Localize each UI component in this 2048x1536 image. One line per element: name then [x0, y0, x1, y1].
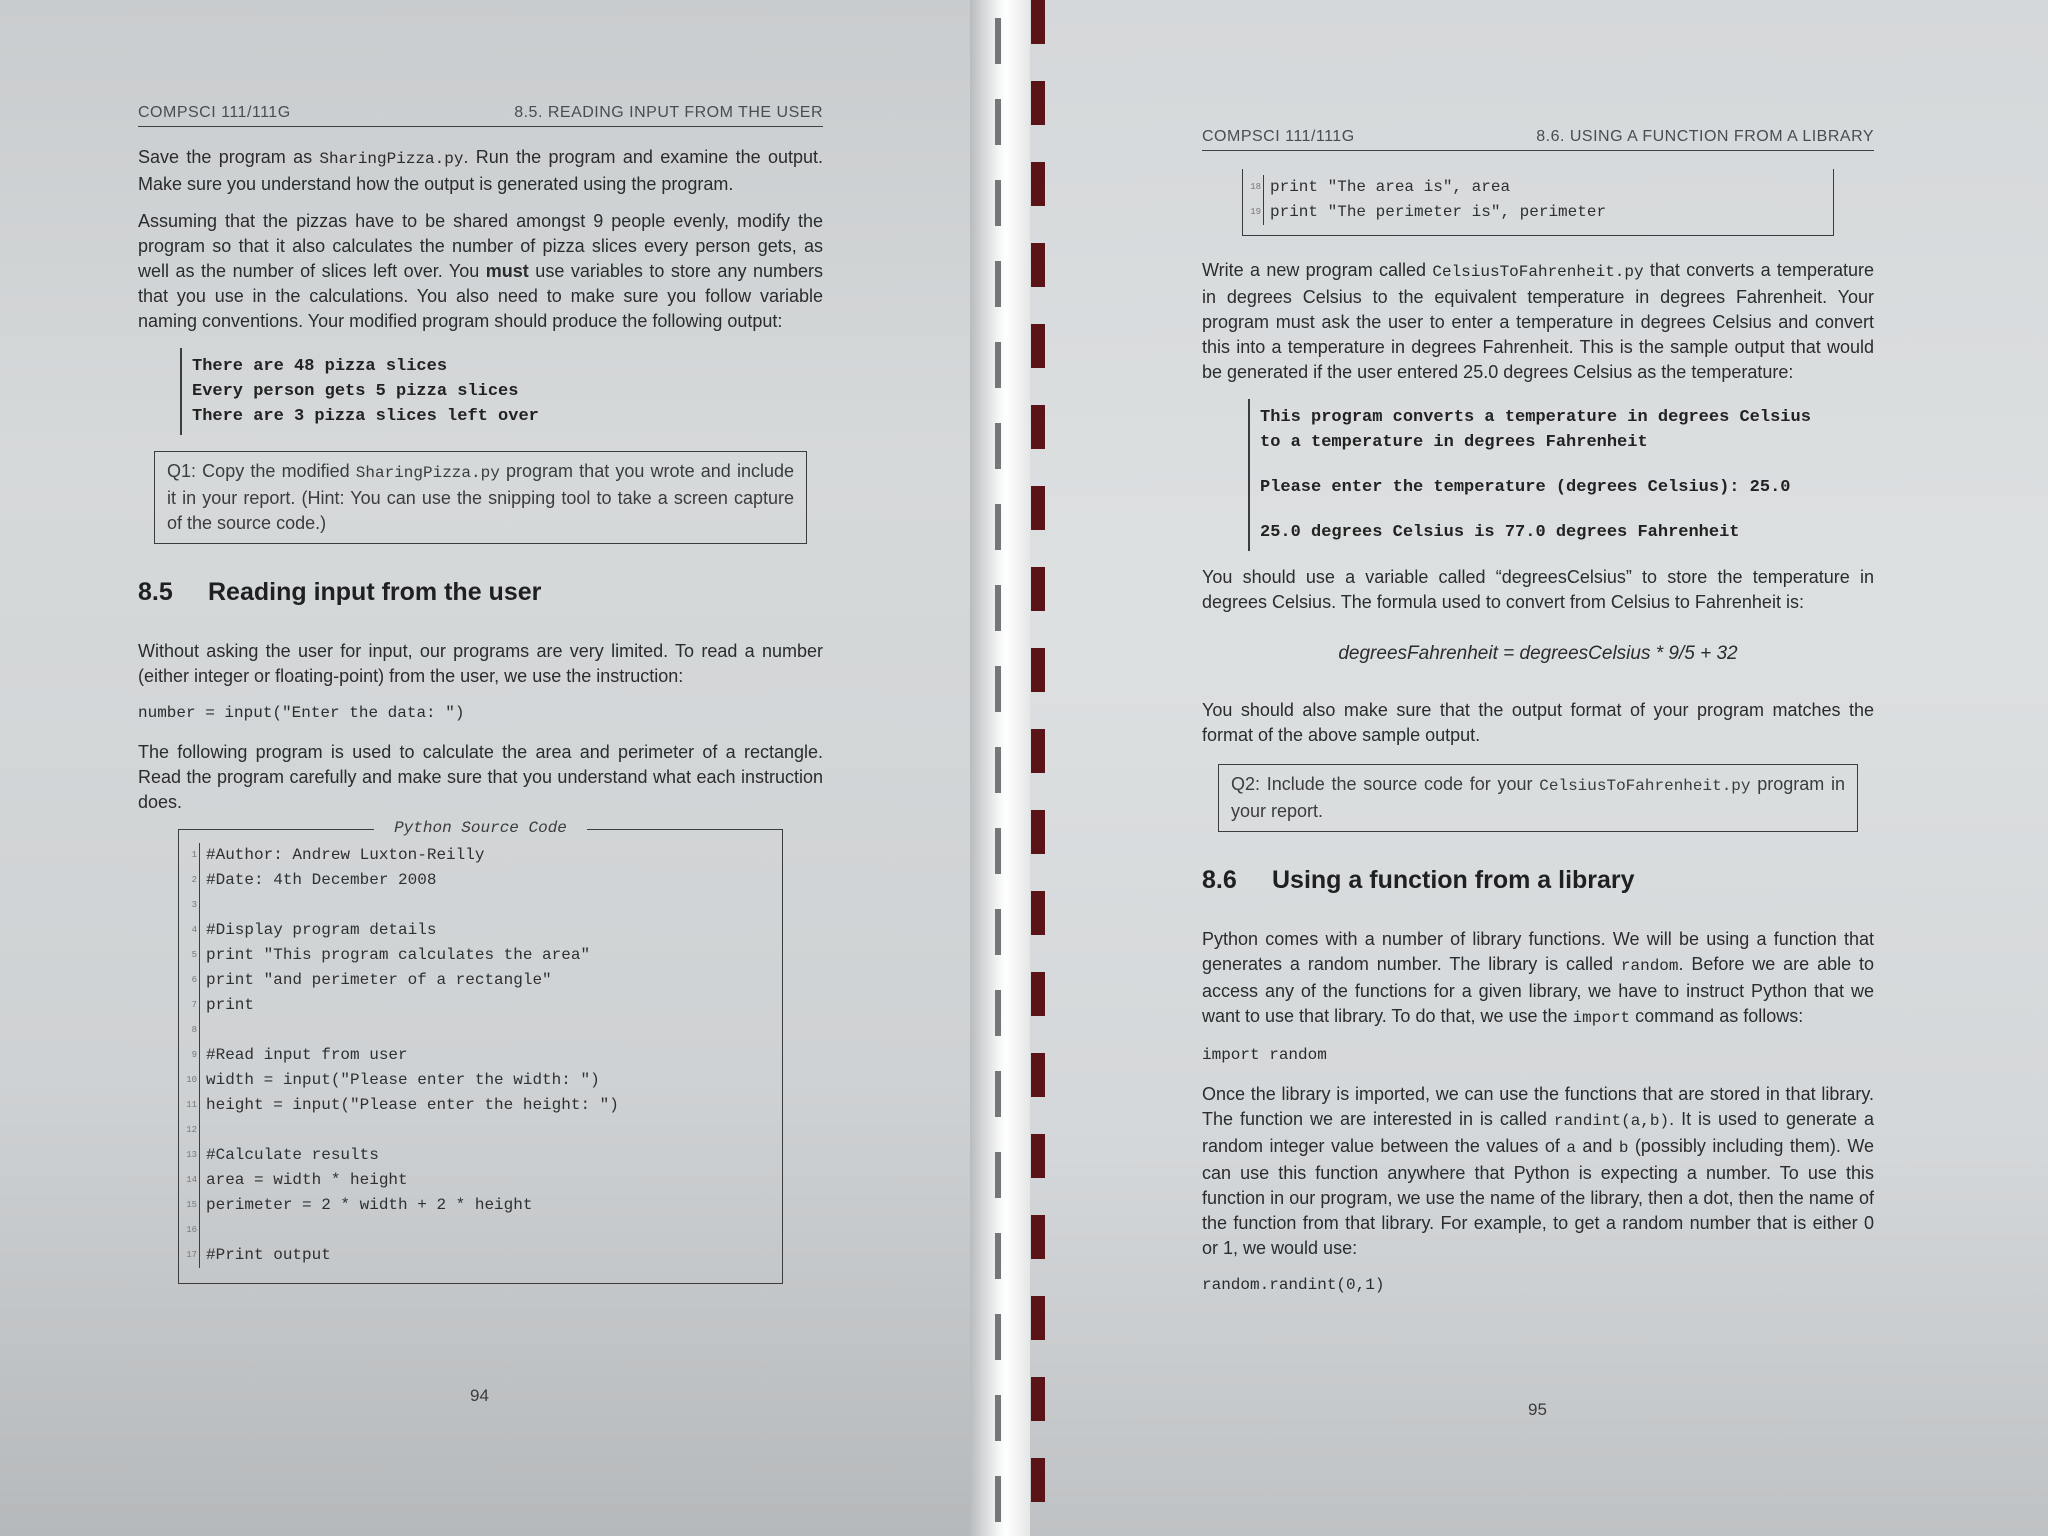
code-text: #Display program details	[206, 921, 437, 939]
code-text: #Calculate results	[206, 1146, 379, 1164]
inline-code: b	[1618, 1139, 1629, 1157]
code-line	[179, 943, 772, 968]
randint-code-example: random.randint(0,1)	[1202, 1276, 1385, 1294]
binding-slot	[995, 1233, 1001, 1279]
inline-code: import	[1572, 1009, 1631, 1027]
code-text: print "This program calculates the area"	[206, 946, 591, 964]
binding-hole	[1031, 1215, 1045, 1259]
paragraph: Without asking the user for input, our programs are very limited. To read a number (either integer or floating-point) from the user, we use the instruction:	[138, 641, 823, 686]
code-text: area = width * height	[206, 1171, 408, 1189]
inline-code: randint(a,b)	[1553, 1112, 1670, 1130]
running-head-right	[1202, 124, 1874, 151]
course-code: COMPSCI 111/111G	[138, 104, 291, 121]
line-number: 1	[179, 843, 200, 868]
line-number: 11	[179, 1093, 200, 1118]
page-number-right: 95	[1528, 1400, 1547, 1419]
binding-hole	[1031, 972, 1045, 1016]
code-line	[179, 1093, 772, 1118]
binding-hole	[1031, 567, 1045, 611]
binding-slot	[995, 423, 1001, 469]
source-code-continuation	[1242, 169, 1834, 236]
line-number: 17	[179, 1243, 200, 1268]
code-line	[179, 843, 772, 868]
line-number: 9	[179, 1043, 200, 1068]
inline-code: a	[1566, 1139, 1576, 1157]
binding-slot	[995, 180, 1001, 226]
line-number: 4	[179, 918, 200, 943]
code-line	[179, 968, 772, 993]
code-text: #Print output	[206, 1246, 331, 1264]
binding-hole	[1031, 648, 1045, 692]
question-q1-box: Q1: Copy the modified SharingPizza.py program that you wrote and include it in your report. (Hint: You can use the snipping tool to take a screen capture of the source code.)	[154, 451, 807, 544]
section-heading	[1202, 868, 1874, 893]
section-header: 8.5. READING INPUT FROM THE USER	[514, 104, 823, 121]
code-text: print "and perimeter of a rectangle"	[206, 971, 552, 989]
line-number: 7	[179, 993, 200, 1018]
code-line	[179, 1043, 772, 1068]
left-page-content	[138, 100, 823, 1284]
temperature-output-block	[1248, 399, 1874, 551]
line-number: 5	[179, 943, 200, 968]
code-text: #Author: Andrew Luxton-Reilly	[206, 846, 485, 864]
code-line	[179, 1068, 772, 1093]
line-number: 15	[179, 1193, 200, 1218]
output-line: There are 3 pizza slices left over	[192, 407, 539, 426]
binding-hole	[1031, 891, 1045, 935]
binding-slot	[995, 342, 1001, 388]
binding-slot	[995, 18, 1001, 64]
binding-slot	[995, 504, 1001, 550]
conversion-formula: degreesFahrenheit = degreesCelsius * 9/5 + 32	[1338, 643, 1738, 664]
pizza-output-block	[180, 348, 823, 435]
line-number: 6	[179, 968, 200, 993]
binding-slot	[995, 1476, 1001, 1522]
course-code: COMPSCI 111/111G	[1202, 128, 1355, 145]
output-line: Please enter the temperature (degrees Celsius): 25.0	[1260, 478, 1791, 497]
inline-code: SharingPizza.py	[355, 464, 500, 482]
code-text: #Date: 4th December 2008	[206, 871, 437, 889]
code-text: print	[206, 996, 255, 1014]
binding-slot	[995, 747, 1001, 793]
paragraph: Python comes with a number of library functions. We will be using a function that generates a random number. The library is called random. Before we are able to access any of the functions for a given library, we have to instruct Python that we want to use that library. To do that, we use the import command as follows:	[1202, 929, 1874, 1027]
binding-slot	[995, 1071, 1001, 1117]
binding-slot	[995, 1152, 1001, 1198]
code-line	[179, 918, 772, 943]
code-line	[1243, 200, 1823, 225]
binding-hole	[1031, 1377, 1045, 1421]
section-header: 8.6. USING A FUNCTION FROM A LIBRARY	[1536, 128, 1874, 145]
line-number: 2	[179, 868, 200, 893]
line-number: 14	[179, 1168, 200, 1193]
binding-hole	[1031, 0, 1045, 44]
paragraph: Write a new program called CelsiusToFahrenheit.py that converts a temperature in degrees Celsius to the equivalent temperature in degrees Fahrenheit. Your program must ask the user to enter a temperature in degrees Celsius and convert this into a temperature in degrees Fahrenheit. This is the sample output that would be generated if the user entered 25.0 degrees Celsius as the temperature:	[1202, 260, 1874, 382]
section-title: Using a function from a library	[1272, 866, 1635, 894]
code-text: height = input("Please enter the height: ")	[206, 1096, 619, 1114]
output-line: This program converts a temperature in degrees Celsius	[1260, 408, 1811, 427]
inline-code: SharingPizza.py	[319, 150, 464, 168]
source-lines	[1243, 175, 1823, 225]
emphasis: must	[485, 261, 529, 281]
code-text: perimeter = 2 * width + 2 * height	[206, 1196, 533, 1214]
code-line	[179, 1018, 772, 1043]
listing-caption: Python Source Code	[394, 819, 567, 837]
binding-slot	[995, 828, 1001, 874]
binding-hole	[1031, 1134, 1045, 1178]
code-line	[179, 1168, 772, 1193]
binding-hole	[1031, 1053, 1045, 1097]
binding-slot	[995, 261, 1001, 307]
source-code-listing	[178, 819, 783, 1284]
running-head-left	[138, 100, 823, 127]
code-line	[1243, 175, 1823, 200]
binding-slot	[995, 1314, 1001, 1360]
code-line	[179, 993, 772, 1018]
section-number: 8.6	[1202, 866, 1237, 894]
code-line	[179, 1243, 772, 1268]
line-number: 3	[179, 893, 200, 918]
page-number-left: 94	[470, 1386, 489, 1405]
right-page-content	[1202, 124, 1874, 1312]
paragraph: The following program is used to calculate the area and perimeter of a rectangle. Read the program carefully and make sure that you understand what each instruction does.	[138, 742, 823, 812]
paragraph: You should also make sure that the output format of your program matches the format of the above sample output.	[1202, 700, 1874, 745]
inline-code: CelsiusToFahrenheit.py	[1539, 777, 1751, 795]
line-number: 13	[179, 1143, 200, 1168]
question-q2-box: Q2: Include the source code for your CelsiusToFahrenheit.py program in your report.	[1218, 764, 1858, 832]
paragraph: Assuming that the pizzas have to be shared amongst 9 people evenly, modify the program so that it also calculates the number of pizza slices every person gets, as well as the number of slices left over. You must use variables to store any numbers that you use in the calculations. You also need to make sure you follow variable naming conventions. Your modified program should produce the following output:	[138, 211, 823, 331]
output-line: to a temperature in degrees Fahrenheit	[1260, 433, 1648, 452]
binding-hole	[1031, 243, 1045, 287]
section-title: Reading input from the user	[208, 578, 542, 606]
output-line: Every person gets 5 pizza slices	[192, 382, 519, 401]
paragraph: Save the program as SharingPizza.py. Run the program and examine the output. Make sure you understand how the output is generated using the program.	[138, 147, 823, 194]
code-text: print "The perimeter is", perimeter	[1270, 203, 1607, 221]
code-line	[179, 868, 772, 893]
code-line	[179, 893, 772, 918]
code-text: #Read input from user	[206, 1046, 408, 1064]
input-code-example: number = input("Enter the data: ")	[138, 704, 465, 722]
inline-code: CelsiusToFahrenheit.py	[1432, 263, 1644, 281]
import-code-example: import random	[1202, 1046, 1327, 1064]
binding-slot	[995, 99, 1001, 145]
section-number: 8.5	[138, 578, 173, 606]
inline-code: random	[1620, 957, 1679, 975]
code-line	[179, 1193, 772, 1218]
line-number: 10	[179, 1068, 200, 1093]
binding-slot	[995, 909, 1001, 955]
output-line: 25.0 degrees Celsius is 77.0 degrees Fahrenheit	[1260, 523, 1740, 542]
code-line	[179, 1143, 772, 1168]
binding-hole	[1031, 405, 1045, 449]
code-line	[179, 1218, 772, 1243]
binding-hole	[1031, 1296, 1045, 1340]
binding-slot	[995, 585, 1001, 631]
binding-hole	[1031, 729, 1045, 773]
binding-hole	[1031, 324, 1045, 368]
line-number: 12	[179, 1118, 200, 1143]
line-number: 16	[179, 1218, 200, 1243]
binding-slot	[995, 1395, 1001, 1441]
line-number: 19	[1243, 200, 1264, 225]
binding-slot	[995, 990, 1001, 1036]
binding-hole	[1031, 81, 1045, 125]
binding-hole	[1031, 486, 1045, 530]
binding-hole	[1031, 1458, 1045, 1502]
paragraph: You should use a variable called “degreesCelsius” to store the temperature in degrees Celsius. The formula used to convert from Celsius to Fahrenheit is:	[1202, 567, 1874, 612]
paragraph: Once the library is imported, we can use the functions that are stored in that library. The function we are interested in is called randint(a,b). It is used to generate a random integer value between the values of a and b (possibly including them). We can use this function anywhere that Python is expecting a number. To use this function in our program, we use the name of the library, then a dot, then the name of the function from that library. For example, to get a random number that is either 0 or 1, we would use:	[1202, 1084, 1875, 1258]
code-text: width = input("Please enter the width: ")	[206, 1071, 600, 1089]
code-text: print "The area is", area	[1270, 178, 1511, 196]
code-line	[179, 1118, 772, 1143]
output-line: There are 48 pizza slices	[192, 357, 448, 376]
binding-hole	[1031, 162, 1045, 206]
line-number: 8	[179, 1018, 200, 1043]
section-heading	[138, 580, 823, 605]
binding-hole	[1031, 810, 1045, 854]
binding-slot	[995, 666, 1001, 712]
line-number: 18	[1243, 175, 1264, 200]
source-lines	[179, 843, 772, 1268]
